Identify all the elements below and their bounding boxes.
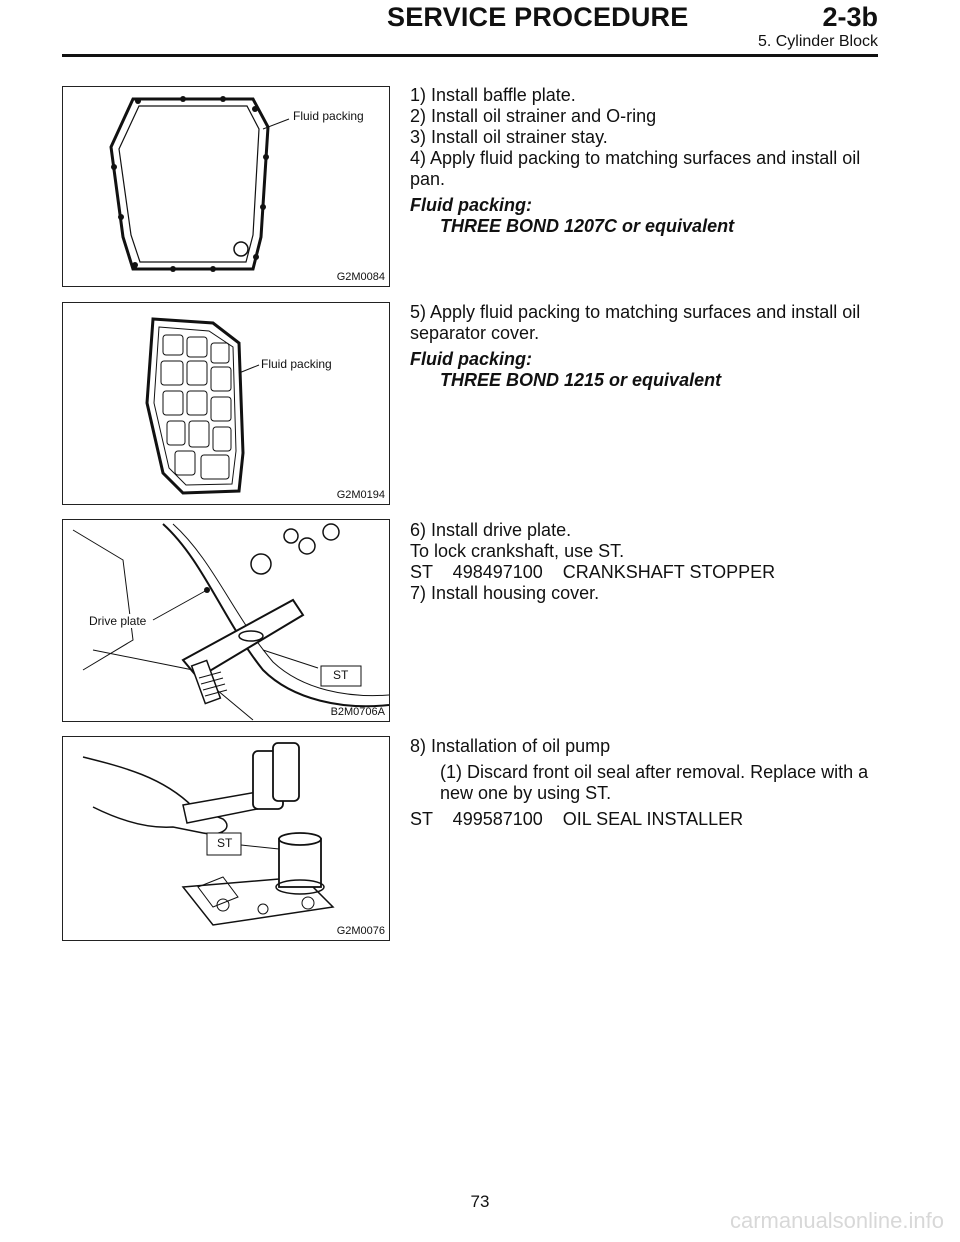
section-number: 2-3b <box>822 2 878 32</box>
procedure-steps-1-4 <box>410 85 880 237</box>
step-line: 1) Install baffle plate. <box>410 85 576 105</box>
substep-line: new one by using ST. <box>440 783 612 803</box>
spec-value: THREE BOND 1207C or equivalent <box>440 216 735 236</box>
watermark: carmanualsonline.info <box>729 1208 944 1233</box>
callout-fluid-packing: Fluid packing <box>261 357 332 371</box>
tool-line: ST 498497100 CRANKSHAFT STOPPER <box>410 562 776 582</box>
callout-fluid-packing: Fluid packing <box>293 109 364 123</box>
step-line: separator cover. <box>410 323 540 343</box>
figure-code: G2M0076 <box>336 925 385 937</box>
figure-code: G2M0194 <box>336 489 385 501</box>
step-line: 5) Apply fluid packing to matching surfaces and install oil <box>410 302 861 322</box>
section-subtitle: 5. Cylinder Block <box>757 33 878 50</box>
step-line: 3) Install oil strainer stay. <box>410 127 608 147</box>
separator-cover-illustration <box>63 303 389 504</box>
figure-oil-seal-install <box>62 736 390 941</box>
step-line: 7) Install housing cover. <box>410 583 600 603</box>
header-rule <box>62 54 878 57</box>
step-line: pan. <box>410 169 446 189</box>
procedure-step-8 <box>410 736 880 830</box>
step-line: 6) Install drive plate. <box>410 520 572 540</box>
step-line: 2) Install oil strainer and O-ring <box>410 106 657 126</box>
header-title: SERVICE PROCEDURE <box>387 2 689 32</box>
figure-code: B2M0706A <box>330 706 385 718</box>
callout-drive-plate: Drive plate <box>89 614 147 628</box>
spec-value: THREE BOND 1215 or equivalent <box>440 370 722 390</box>
page-header <box>62 0 878 58</box>
step-line: 8) Installation of oil pump <box>410 736 611 756</box>
figure-oil-pan <box>62 86 390 287</box>
substep-line: (1) Discard front oil seal after removal. Replace with a <box>440 762 869 782</box>
spec-label: Fluid packing: <box>410 195 533 215</box>
step-line: 4) Apply fluid packing to matching surfaces and install oil <box>410 148 861 168</box>
step-line: To lock crankshaft, use ST. <box>410 541 625 561</box>
procedure-steps-6-7 <box>410 520 880 604</box>
figure-separator-cover <box>62 302 390 505</box>
callout-st: ST <box>333 668 349 682</box>
page-number: 73 <box>470 1192 490 1211</box>
procedure-step-5 <box>410 302 880 391</box>
callout-st: ST <box>217 836 233 850</box>
figure-code: G2M0084 <box>336 271 385 283</box>
tool-line: ST 499587100 OIL SEAL INSTALLER <box>410 809 744 829</box>
spec-label: Fluid packing: <box>410 349 533 369</box>
figure-drive-plate <box>62 519 390 722</box>
